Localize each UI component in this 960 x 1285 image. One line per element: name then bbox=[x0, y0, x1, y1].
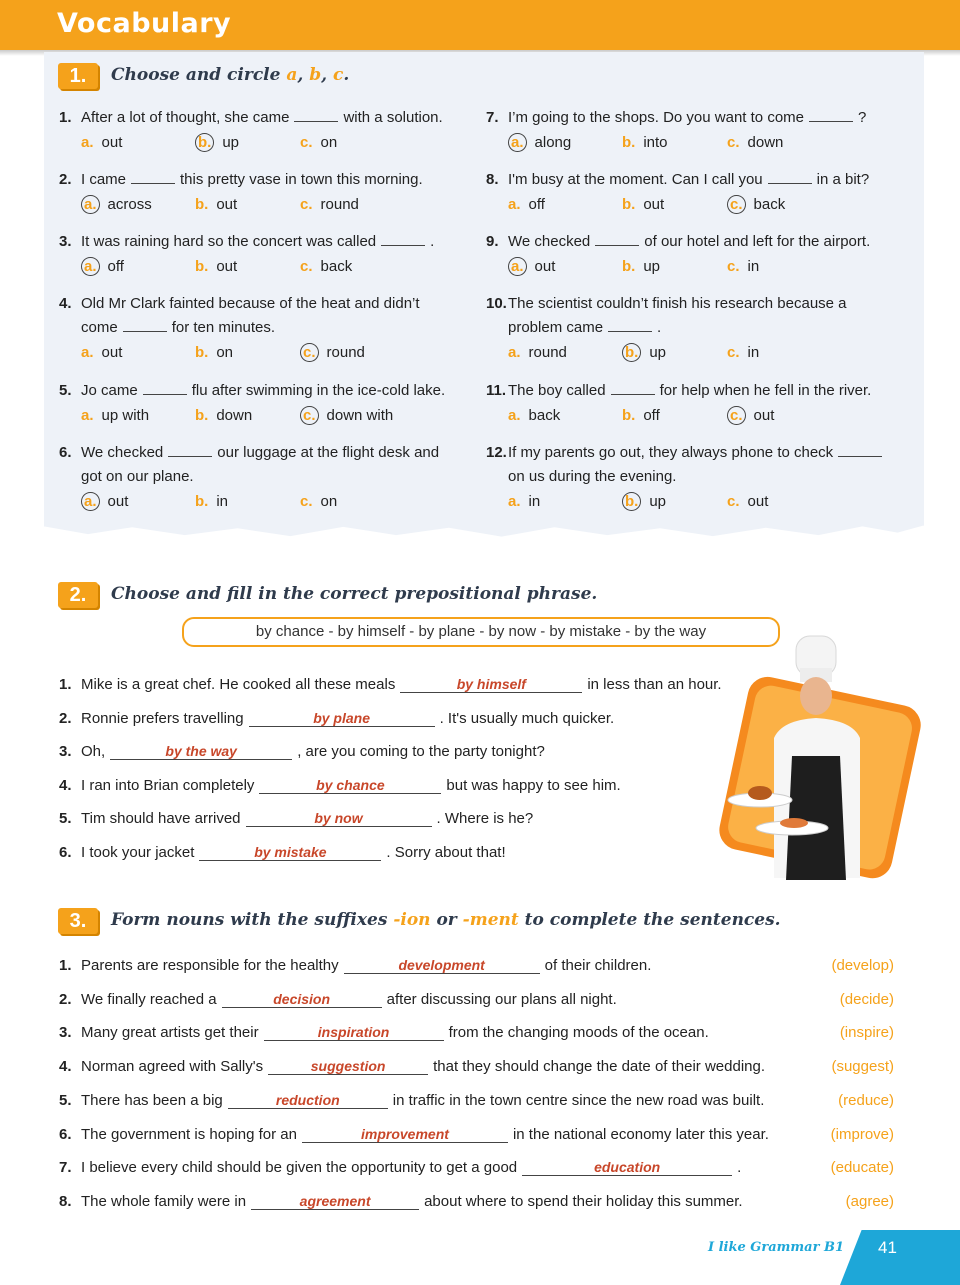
page-number: 41 bbox=[878, 1238, 897, 1257]
option-c[interactable] bbox=[300, 493, 337, 510]
option-b[interactable] bbox=[622, 134, 668, 151]
option-text: back bbox=[753, 196, 786, 213]
question-4 bbox=[59, 292, 420, 316]
question-text: in traffic in the town centre since the new road was built. bbox=[392, 1091, 765, 1109]
question-line2 bbox=[508, 316, 661, 340]
answer-field[interactable]: by now bbox=[246, 810, 432, 827]
option-c[interactable] bbox=[727, 493, 768, 510]
question-number: 6. bbox=[59, 444, 72, 461]
question-text: . Where is he? bbox=[436, 810, 534, 828]
option-a[interactable] bbox=[508, 407, 560, 424]
option-text: in bbox=[747, 344, 760, 361]
question-8 bbox=[486, 168, 869, 192]
question-text: in a bit? bbox=[816, 171, 870, 188]
options-row bbox=[81, 493, 401, 513]
answer-field[interactable]: by mistake bbox=[199, 844, 381, 861]
question-text: I believe every child should be given the opportunity to get a good bbox=[81, 1159, 518, 1177]
instruction-sep: , bbox=[297, 65, 310, 85]
option-a[interactable] bbox=[508, 196, 545, 213]
question-text: I came bbox=[81, 171, 127, 188]
question-11 bbox=[486, 379, 871, 403]
option-text: in bbox=[747, 258, 760, 275]
word-hint: (decide) bbox=[839, 990, 894, 1008]
option-text: out bbox=[534, 258, 556, 275]
option-letter: b. bbox=[195, 493, 209, 510]
option-text: across bbox=[107, 196, 152, 213]
option-letter: a. bbox=[508, 344, 521, 361]
question-text: problem came bbox=[508, 319, 604, 336]
option-text: out bbox=[643, 196, 665, 213]
option-letter: a. bbox=[81, 195, 100, 214]
exercise-3-instruction bbox=[111, 910, 781, 930]
noun-question-5 bbox=[59, 1089, 764, 1113]
question-number: 5. bbox=[59, 810, 72, 828]
option-text: up bbox=[222, 134, 240, 151]
option-text: down with bbox=[326, 407, 394, 424]
option-letter: c. bbox=[300, 196, 313, 213]
book-title: I like Grammar B1 bbox=[708, 1240, 845, 1255]
option-letter: c. bbox=[300, 258, 313, 275]
option-a[interactable] bbox=[81, 407, 149, 424]
answer-field[interactable]: improvement bbox=[302, 1126, 508, 1143]
fill-question-5 bbox=[59, 807, 533, 831]
question-text: There has been a big bbox=[81, 1091, 223, 1109]
option-text: on bbox=[320, 493, 338, 510]
question-number: 5. bbox=[59, 382, 72, 399]
option-letter: b. bbox=[195, 196, 209, 213]
question-text: of their children. bbox=[544, 957, 652, 974]
question-3 bbox=[59, 230, 434, 254]
suffix-ion: -ion bbox=[393, 910, 431, 930]
option-letter: a. bbox=[508, 257, 527, 276]
instruction-text: Choose and circle bbox=[111, 65, 287, 85]
option-text: out bbox=[101, 134, 123, 151]
option-c[interactable] bbox=[727, 258, 759, 275]
question-number: 11. bbox=[486, 382, 507, 399]
answer-blank bbox=[809, 109, 853, 122]
option-letter: b. bbox=[195, 258, 209, 275]
answer-field[interactable]: by plane bbox=[249, 710, 435, 727]
question-number: 3. bbox=[59, 233, 72, 250]
question-number: 1. bbox=[59, 957, 72, 974]
option-c[interactable] bbox=[300, 407, 393, 424]
option-a[interactable] bbox=[508, 493, 540, 510]
option-letter: c. bbox=[727, 195, 746, 214]
option-letter: a. bbox=[508, 196, 521, 213]
question-1 bbox=[59, 106, 443, 130]
option-b[interactable] bbox=[622, 493, 666, 510]
option-text: out bbox=[107, 493, 129, 510]
question-text: Old Mr Clark fainted because of the heat and didn’t bbox=[81, 295, 420, 312]
answer-blank bbox=[768, 171, 812, 184]
question-text: for help when he fell in the river. bbox=[659, 382, 872, 399]
option-b[interactable] bbox=[195, 134, 239, 151]
option-letter: a. bbox=[81, 257, 100, 276]
option-text: up bbox=[649, 344, 667, 361]
option-letter: b. bbox=[195, 407, 209, 424]
option-text: back bbox=[528, 407, 561, 424]
word-box: by chance - by himself - by plane - by now - by mistake - by the way bbox=[182, 617, 780, 647]
options-row bbox=[508, 344, 828, 364]
question-text: Mike is a great chef. He cooked all these meals bbox=[81, 676, 396, 693]
option-text: down bbox=[747, 134, 784, 151]
question-text: . bbox=[657, 319, 662, 336]
option-text: back bbox=[320, 258, 353, 275]
question-number: 5. bbox=[59, 1091, 72, 1109]
question-number: 7. bbox=[486, 109, 499, 126]
word-hint: (educate) bbox=[830, 1159, 894, 1177]
option-letter: b. bbox=[622, 196, 636, 213]
option-letter: c. bbox=[300, 406, 319, 425]
question-number: 6. bbox=[59, 844, 72, 861]
option-text: into bbox=[643, 134, 668, 151]
option-b[interactable] bbox=[195, 344, 233, 361]
question-line2 bbox=[508, 465, 676, 489]
page-title: Vocabulary bbox=[57, 8, 232, 39]
option-text: out bbox=[101, 344, 123, 361]
option-letter: b. bbox=[195, 133, 214, 152]
option-a[interactable] bbox=[81, 134, 122, 151]
word-hint: (suggest) bbox=[831, 1058, 894, 1076]
instruction-or: or bbox=[430, 910, 463, 930]
answer-field[interactable]: development bbox=[344, 957, 540, 974]
question-10 bbox=[486, 292, 847, 316]
exercise-2-instruction: Choose and fill in the correct prepositional phrase. bbox=[111, 584, 598, 604]
question-text: . It's usually much quicker. bbox=[439, 709, 615, 727]
instruction-end: . bbox=[343, 65, 350, 85]
option-letter: a. bbox=[81, 492, 100, 511]
noun-question-7 bbox=[59, 1156, 741, 1180]
options-row bbox=[81, 134, 401, 154]
options-row bbox=[81, 196, 401, 216]
question-text: ? bbox=[858, 109, 867, 126]
answer-blank bbox=[381, 233, 425, 246]
option-letter: c. bbox=[300, 343, 319, 362]
question-number: 6. bbox=[59, 1125, 72, 1143]
option-text: up with bbox=[101, 407, 150, 424]
question-number: 2. bbox=[59, 990, 72, 1008]
question-text: If my parents go out, they always phone to check bbox=[508, 444, 834, 461]
option-text: off bbox=[107, 258, 124, 275]
option-a[interactable] bbox=[508, 344, 567, 361]
option-text: off bbox=[643, 407, 660, 424]
question-number: 3. bbox=[59, 743, 72, 761]
instruction-a: a bbox=[286, 65, 298, 85]
question-text: We checked bbox=[81, 444, 164, 461]
option-letter: b. bbox=[622, 492, 641, 511]
word-hint: (agree) bbox=[845, 1192, 894, 1210]
question-text: come bbox=[81, 319, 118, 336]
noun-question-2 bbox=[59, 988, 617, 1012]
answer-field[interactable]: education bbox=[522, 1159, 732, 1176]
suffix-ment: -ment bbox=[462, 910, 519, 930]
question-line2 bbox=[81, 465, 194, 489]
question-text: I ran into Brian completely bbox=[81, 776, 255, 794]
question-text: our luggage at the flight desk and bbox=[217, 444, 440, 461]
option-text: along bbox=[534, 134, 572, 151]
options-row bbox=[508, 407, 828, 427]
question-text: We finally reached a bbox=[81, 990, 217, 1008]
question-text: I took your jacket bbox=[81, 844, 195, 861]
page-number-tab bbox=[840, 1230, 960, 1285]
answer-blank bbox=[838, 444, 882, 457]
options-row bbox=[81, 344, 401, 364]
fill-question-2 bbox=[59, 707, 614, 731]
option-text: up bbox=[649, 493, 667, 510]
options-row bbox=[81, 407, 401, 427]
exercise-3-number: 3. bbox=[58, 908, 98, 934]
answer-field[interactable]: decision bbox=[222, 991, 382, 1008]
question-text: after discussing our plans all night. bbox=[386, 990, 617, 1008]
question-text: . bbox=[737, 1159, 742, 1177]
options-row bbox=[81, 258, 401, 278]
question-2 bbox=[59, 168, 423, 192]
question-text: . Sorry about that! bbox=[386, 844, 506, 861]
option-letter: c. bbox=[727, 406, 746, 425]
option-c[interactable] bbox=[300, 134, 337, 151]
option-text: round bbox=[320, 196, 359, 213]
option-a[interactable] bbox=[81, 344, 122, 361]
option-letter: a. bbox=[81, 407, 94, 424]
instruction-sep: , bbox=[321, 65, 333, 85]
chef-photo bbox=[712, 628, 927, 888]
word-hint: (inspire) bbox=[839, 1024, 894, 1042]
option-a[interactable] bbox=[81, 258, 124, 275]
question-number: 7. bbox=[59, 1159, 72, 1177]
instruction-b: b bbox=[309, 65, 322, 85]
question-text: Jo came bbox=[81, 382, 138, 399]
answer-blank bbox=[294, 109, 338, 122]
option-text: round bbox=[528, 344, 567, 361]
question-number: 2. bbox=[59, 171, 72, 188]
question-number: 3. bbox=[59, 1024, 72, 1042]
question-text: on us during the evening. bbox=[508, 468, 677, 485]
fill-question-1 bbox=[59, 673, 722, 697]
answer-blank bbox=[608, 319, 652, 332]
option-letter: b. bbox=[622, 134, 636, 151]
option-c[interactable] bbox=[300, 258, 352, 275]
question-text: Ronnie prefers travelling bbox=[81, 709, 244, 727]
answer-field[interactable]: agreement bbox=[251, 1193, 419, 1210]
fill-question-3 bbox=[59, 740, 545, 764]
question-number: 8. bbox=[59, 1192, 72, 1210]
noun-question-3 bbox=[59, 1021, 709, 1045]
question-text: It was raining hard so the concert was called bbox=[81, 233, 377, 250]
question-text: Norman agreed with Sally's bbox=[81, 1058, 264, 1076]
noun-question-1 bbox=[59, 954, 651, 978]
answer-blank bbox=[611, 382, 655, 395]
question-line2 bbox=[81, 316, 275, 340]
option-c[interactable] bbox=[727, 196, 785, 213]
exercise-1-number: 1. bbox=[58, 63, 98, 89]
question-text: flu after swimming in the ice-cold lake. bbox=[191, 382, 446, 399]
option-c[interactable] bbox=[300, 344, 365, 361]
question-7 bbox=[486, 106, 866, 130]
answer-field[interactable]: by chance bbox=[259, 777, 441, 794]
question-text: , are you coming to the party tonight? bbox=[297, 743, 545, 761]
option-text: out bbox=[216, 196, 238, 213]
option-text: out bbox=[747, 493, 769, 510]
option-letter: b. bbox=[622, 407, 636, 424]
question-text: The boy called bbox=[508, 382, 606, 399]
word-hint: (improve) bbox=[830, 1125, 894, 1143]
option-c[interactable] bbox=[300, 196, 359, 213]
question-text: Many great artists get their bbox=[81, 1024, 259, 1042]
header-bar bbox=[0, 0, 960, 50]
answer-blank bbox=[595, 233, 639, 246]
answer-field[interactable]: by the way bbox=[110, 743, 292, 760]
question-text: from the changing moods of the ocean. bbox=[448, 1024, 709, 1042]
answer-field[interactable]: reduction bbox=[228, 1092, 388, 1109]
answer-blank bbox=[143, 382, 187, 395]
option-letter: a. bbox=[508, 493, 521, 510]
question-text: I'm busy at the moment. Can I call you bbox=[508, 171, 763, 188]
noun-question-8 bbox=[59, 1190, 743, 1214]
option-a[interactable] bbox=[508, 258, 555, 275]
option-a[interactable] bbox=[81, 196, 152, 213]
option-letter: c. bbox=[300, 134, 313, 151]
options-row bbox=[508, 493, 828, 513]
options-row bbox=[508, 196, 828, 216]
question-text: . bbox=[430, 233, 435, 250]
answer-blank bbox=[123, 319, 167, 332]
option-text: on bbox=[320, 134, 338, 151]
option-b[interactable] bbox=[195, 196, 237, 213]
question-number: 1. bbox=[59, 676, 72, 693]
question-text: in less than an hour. bbox=[587, 676, 722, 693]
answer-field[interactable]: by himself bbox=[400, 676, 582, 693]
option-b[interactable] bbox=[622, 258, 660, 275]
fill-question-4 bbox=[59, 774, 621, 798]
question-number: 8. bbox=[486, 171, 499, 188]
option-b[interactable] bbox=[195, 493, 228, 510]
option-letter: c. bbox=[727, 258, 740, 275]
option-b[interactable] bbox=[195, 407, 252, 424]
noun-question-4 bbox=[59, 1055, 765, 1079]
options-row bbox=[508, 134, 828, 154]
question-number: 4. bbox=[59, 295, 72, 312]
question-text: for ten minutes. bbox=[171, 319, 276, 336]
option-text: off bbox=[528, 196, 545, 213]
option-letter: b. bbox=[195, 344, 209, 361]
question-text: Parents are responsible for the healthy bbox=[81, 957, 339, 974]
option-b[interactable] bbox=[622, 407, 660, 424]
fill-question-6 bbox=[59, 841, 506, 865]
question-9 bbox=[486, 230, 870, 254]
answer-blank bbox=[131, 171, 175, 184]
option-letter: b. bbox=[622, 258, 636, 275]
word-hint: (develop) bbox=[831, 957, 894, 974]
question-12 bbox=[486, 441, 887, 465]
exercise-1-instruction bbox=[111, 65, 349, 85]
option-text: round bbox=[326, 344, 365, 361]
question-text: Oh, bbox=[81, 743, 106, 761]
question-number: 12. bbox=[486, 444, 507, 461]
question-5 bbox=[59, 379, 445, 403]
question-text: The scientist couldn’t finish his research because a bbox=[508, 295, 847, 312]
option-text: up bbox=[643, 258, 661, 275]
options-row bbox=[508, 258, 828, 278]
question-text: Tim should have arrived bbox=[81, 810, 241, 828]
question-text: about where to spend their holiday this summer. bbox=[424, 1192, 743, 1210]
option-text: out bbox=[216, 258, 238, 275]
question-text: The whole family were in bbox=[81, 1192, 247, 1210]
instruction-text: Form nouns with the suffixes bbox=[111, 910, 394, 930]
answer-blank bbox=[168, 444, 212, 457]
question-number: 2. bbox=[59, 709, 72, 727]
option-b[interactable] bbox=[195, 258, 237, 275]
option-a[interactable] bbox=[508, 134, 571, 151]
option-b[interactable] bbox=[622, 196, 664, 213]
question-number: 4. bbox=[59, 776, 72, 794]
option-text: in bbox=[216, 493, 229, 510]
answer-field[interactable]: suggestion bbox=[268, 1058, 428, 1075]
option-letter: c. bbox=[300, 493, 313, 510]
option-letter: b. bbox=[622, 343, 641, 362]
question-number: 9. bbox=[486, 233, 499, 250]
question-text: We checked bbox=[508, 233, 591, 250]
exercise-2-number: 2. bbox=[58, 582, 98, 608]
option-a[interactable] bbox=[81, 493, 128, 510]
option-text: down bbox=[216, 407, 253, 424]
option-letter: c. bbox=[727, 344, 740, 361]
question-text: in the national economy later this year. bbox=[512, 1125, 769, 1143]
instruction-text: to complete the sentences. bbox=[518, 910, 781, 930]
option-text: in bbox=[528, 493, 541, 510]
question-text: this pretty vase in town this morning. bbox=[180, 171, 423, 188]
option-text: out bbox=[753, 407, 775, 424]
question-number: 1. bbox=[59, 109, 72, 126]
option-letter: a. bbox=[81, 134, 94, 151]
option-c[interactable] bbox=[727, 407, 774, 424]
option-b[interactable] bbox=[622, 344, 666, 361]
option-letter: a. bbox=[508, 407, 521, 424]
noun-question-6 bbox=[59, 1123, 769, 1147]
option-letter: a. bbox=[508, 133, 527, 152]
question-number: 4. bbox=[59, 1058, 72, 1076]
option-c[interactable] bbox=[727, 134, 783, 151]
question-text: that they should change the date of their wedding. bbox=[433, 1058, 766, 1076]
option-letter: c. bbox=[727, 493, 740, 510]
question-6 bbox=[59, 441, 439, 465]
option-letter: a. bbox=[81, 344, 94, 361]
option-text: on bbox=[216, 344, 234, 361]
question-text: of our hotel and left for the airport. bbox=[644, 233, 871, 250]
option-c[interactable] bbox=[727, 344, 759, 361]
question-text: The government is hoping for an bbox=[81, 1125, 297, 1143]
instruction-c: c bbox=[332, 65, 344, 85]
question-text: but was happy to see him. bbox=[446, 776, 621, 794]
question-number: 10. bbox=[486, 295, 507, 312]
option-letter: c. bbox=[727, 134, 740, 151]
question-text: I’m going to the shops. Do you want to come bbox=[508, 109, 804, 126]
question-text: After a lot of thought, she came bbox=[81, 109, 290, 126]
word-hint: (reduce) bbox=[838, 1091, 894, 1109]
question-text: got on our plane. bbox=[81, 468, 194, 485]
question-text: with a solution. bbox=[343, 109, 443, 126]
answer-field[interactable]: inspiration bbox=[264, 1024, 444, 1041]
